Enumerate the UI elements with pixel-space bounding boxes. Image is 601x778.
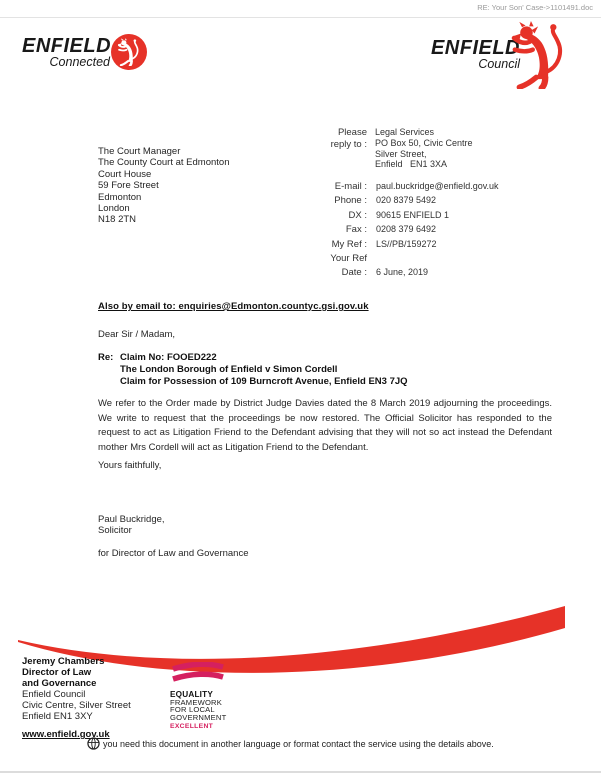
reply-to-address <box>375 127 473 170</box>
field-label: Phone : <box>334 195 367 207</box>
field-label: Fax : <box>345 224 367 236</box>
field-label: E-mail : <box>334 181 367 192</box>
footer-address-line: Civic Centre, Silver Street <box>22 700 131 711</box>
footer-signatory-block <box>22 656 131 722</box>
field-value: LS//PB/159272 <box>376 238 437 249</box>
re-parties: The London Borough of Enfield v Simon Cordell <box>120 364 338 376</box>
language-format-note <box>87 737 494 750</box>
badge-text-line: FRAMEWORK <box>170 697 223 707</box>
enfield-connected-logo <box>22 37 110 69</box>
reply-address-line: Legal Services <box>375 127 435 137</box>
footer-signatory-line: Jeremy Chambers <box>22 656 105 667</box>
signature-name: Paul Buckridge, <box>98 514 165 525</box>
equality-framework-badge <box>170 662 240 730</box>
field-label: DX : <box>348 209 367 221</box>
signature-role: Solicitor <box>98 525 132 537</box>
footer-signatory-line: and Governance <box>22 678 97 689</box>
recipient-address-line: Edmonton <box>98 191 142 203</box>
signature-block <box>98 514 165 537</box>
field-label: Date : <box>341 267 367 279</box>
enfield-council-logo <box>425 39 520 71</box>
contact-field-row <box>288 253 499 267</box>
enfield-connected-wordmark: ENFIELD <box>22 35 112 57</box>
bottom-divider <box>0 771 601 773</box>
field-value: 90615 ENFIELD 1 <box>376 209 450 220</box>
contact-field-row <box>288 224 499 238</box>
signature-for: for Director of Law and Governance <box>98 548 249 559</box>
recipient-address-line: The Court Manager <box>98 146 181 157</box>
reply-to-label: Please reply to : <box>330 127 367 150</box>
contact-fields <box>288 181 499 282</box>
enfield-council-wordmark: ENFIELD <box>430 37 520 59</box>
re-claim-no: Claim No: FOOED222 <box>120 352 217 363</box>
re-claim-subject: Claim for Possession of 109 Burncroft Avenue, Enfield EN3 7JQ <box>120 376 408 388</box>
white-lion-icon <box>118 38 140 66</box>
badge-excellent-label: EXCELLENT <box>170 723 214 731</box>
badge-text-line: GOVERNMENT <box>170 713 227 723</box>
footer-address-line: Enfield Council <box>22 689 86 700</box>
salutation: Dear Sir / Madam, <box>98 329 176 340</box>
enfield-connected-sub: Connected <box>49 55 110 69</box>
equality-stripes-icon <box>170 662 226 686</box>
re-label: Re: <box>98 352 114 363</box>
contact-field-row <box>288 195 499 209</box>
reply-address-line: Silver Street, <box>375 148 427 159</box>
top-divider <box>0 17 601 18</box>
reply-address-line: Enfield EN1 3XA <box>375 159 448 170</box>
recipient-address-line: London <box>98 203 130 215</box>
badge-text-line: FOR LOCAL <box>170 705 215 715</box>
letter-body: We refer to the Order made by District Judge Davies dated the 8 March 2019 adjourning the proceedings. We write to request that the proceedings be now restored. The Official Solicitor has responded to the request to act as Litigation Friend to the Defendant advising that they will not so act instead the Defendant mother Mrs Cordell will act as Litigation Friend to the Defendant. <box>98 398 552 453</box>
re-subject-block <box>98 352 408 389</box>
document-title-note: RE: Your Son' Case->1101491.doc <box>477 3 593 12</box>
field-value: paul.buckridge@enfield.gov.uk <box>376 181 499 191</box>
globe-icon <box>87 737 100 750</box>
field-label: My Ref : <box>331 238 367 250</box>
contact-field-row <box>288 210 499 224</box>
recipient-address <box>98 146 230 226</box>
contact-field-row <box>288 267 499 281</box>
note-text: you need this document in another language or format contact the service using the details above. <box>103 738 494 749</box>
recipient-address-line: Court House <box>98 168 152 180</box>
field-value: 0208 379 6492 <box>376 224 437 235</box>
website-url: www.enfield.gov.uk <box>22 729 110 740</box>
field-label: Your Ref <box>330 252 367 264</box>
field-value: 6 June, 2019 <box>376 267 429 278</box>
badge-text-line: EQUALITY <box>170 690 213 699</box>
lion-roundel-icon <box>111 34 147 70</box>
also-by-email-line: Also by email to: enquiries@Edmonton.countyc.gsi.gov.uk <box>98 301 369 312</box>
recipient-address-line: N18 2TN <box>98 214 137 226</box>
field-value: 020 8379 5492 <box>376 195 437 206</box>
contact-field-row <box>288 181 499 195</box>
closing: Yours faithfully, <box>98 460 162 471</box>
footer-signatory-line: Director of Law <box>22 667 92 678</box>
recipient-address-line: 59 Fore Street <box>98 180 159 192</box>
footer-address-line: Enfield EN1 3XY <box>22 711 93 722</box>
red-lion-icon <box>511 21 567 94</box>
reply-address-line: PO Box 50, Civic Centre <box>375 137 473 148</box>
recipient-address-line: The County Court at Edmonton <box>98 157 230 169</box>
enfield-council-sub: Council <box>478 57 520 71</box>
contact-field-row <box>288 239 499 253</box>
